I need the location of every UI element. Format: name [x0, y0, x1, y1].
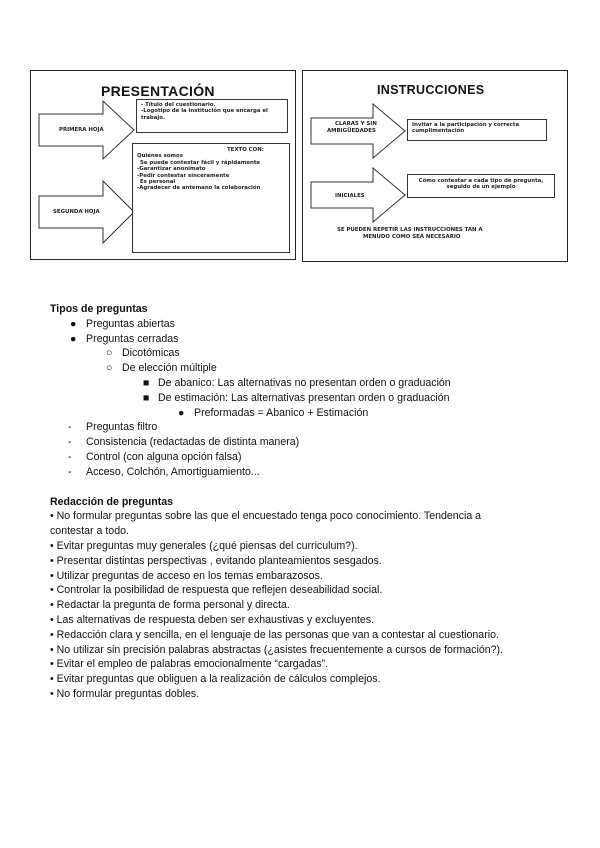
bullet-marker: ●	[70, 332, 77, 345]
list-item	[50, 465, 570, 480]
arrow-segunda-hoja-label: SEGUNDA HOJA	[53, 209, 100, 215]
bullet-marker: ○	[106, 347, 113, 360]
box-line: seguido de un ejemplo	[446, 184, 516, 191]
list-item-text: De abanico: Las alternativas no presentan orden o graduación	[158, 376, 451, 389]
instrucciones-footer-line: MENUDO COMO SEA NECESARIO	[363, 234, 461, 240]
paragraph-line: • Evitar el empleo de palabras emocionalmente “cargadas”.	[50, 658, 329, 671]
bullet-marker: ●	[70, 317, 77, 330]
slide-presentacion	[30, 70, 296, 260]
list-item	[50, 420, 570, 435]
slide-presentacion-title: PRESENTACIÓN	[101, 83, 215, 99]
presentacion-box-primera	[136, 99, 288, 133]
list-item-text: Preformadas = Abanico + Estimación	[194, 406, 369, 419]
bullet-marker: ■	[143, 376, 150, 389]
list-item-text: Preguntas abiertas	[86, 317, 175, 330]
paragraph-line: • No utilizar sin precisión palabras abstractas (¿asistes frecuentemente a cursos de formación?).	[50, 643, 503, 656]
box-line: Cómo contestar a cada tipo de pregunta,	[418, 178, 544, 184]
list-item-text: Preguntas filtro	[86, 421, 158, 434]
list-item	[50, 406, 570, 421]
list-item-text: Preguntas cerradas	[86, 332, 179, 345]
slide-instrucciones-title: INSTRUCCIONES	[377, 83, 485, 97]
instrucciones-box-claras	[407, 119, 547, 141]
instrucciones-footer-line: SE PUEDEN REPETIR LAS INSTRUCCIONES TAN A	[337, 227, 483, 233]
box-line: Quiénes somos	[137, 153, 183, 160]
box-heading: TEXTO CON:	[227, 147, 264, 153]
paragraph-line: • Evitar preguntas muy generales (¿qué piensas del curriculum?).	[50, 539, 358, 552]
arrow-claras-label-line: AMBIGÜEDADES	[327, 128, 376, 134]
box-line: -Agradecer de antemano la colaboración	[137, 185, 261, 192]
dash-marker: -	[68, 436, 72, 449]
paragraph-line: • Controlar la posibilidad de respuesta que reflejen deseabilidad social.	[50, 584, 383, 597]
dash-marker: -	[68, 421, 72, 434]
paragraph-line: • Utilizar preguntas de acceso en los temas embarazosos.	[50, 569, 323, 582]
box-line: cumplimentación	[412, 128, 465, 135]
list-item	[50, 435, 570, 450]
paragraph-line: • Presentar distintas perspectivas , evitando planteamientos sesgados.	[50, 554, 382, 567]
box-line: -Garantizar anonimato	[137, 166, 206, 173]
list-item	[50, 450, 570, 465]
arrow-claras-label-line: CLARAS Y SIN	[335, 121, 377, 127]
paragraph-line: • Redactar la pregunta de forma personal y directa.	[50, 599, 290, 612]
list-item-text: De elección múltiple	[122, 362, 217, 375]
list-item	[50, 391, 570, 406]
paragraph-line: • No formular preguntas dobles.	[50, 687, 200, 700]
document-body	[50, 302, 570, 702]
paragraph-line: • Redacción clara y sencilla, en el lenguaje de las personas que van a contestar al cuestionario.	[50, 628, 499, 641]
list-item	[50, 317, 570, 332]
paragraph-line: • Las alternativas de respuesta deben ser exhaustivas y excluyentes.	[50, 613, 375, 626]
box-line: Invitar a la participación y correcta	[412, 122, 520, 128]
list-item-text: Dicotómicas	[122, 347, 180, 360]
box-line: Se puede contestar fácil y rápidamente	[140, 159, 261, 166]
paragraph-line: • No formular preguntas sobre las que el encuestado tenga poco conocimiento. Tendencia a	[50, 510, 482, 523]
paragraph-line: • Evitar preguntas que obliguen a la realización de cálculos complejos.	[50, 673, 381, 686]
box-line: - Título del cuestionario.	[141, 102, 216, 108]
arrow-primera-hoja-label: PRIMERA HOJA	[59, 127, 104, 133]
slide-instrucciones	[302, 70, 568, 262]
list-item-text: De estimación: Las alternativas presentan orden o graduación	[158, 391, 450, 404]
paragraph-line: contestar a todo.	[50, 525, 129, 538]
box-line: trabajo.	[141, 114, 165, 121]
box-line: -Pedir contestar sinceramente	[137, 172, 230, 179]
bullet-marker: ■	[143, 391, 150, 404]
list-item	[50, 376, 570, 391]
list-item-text: Acceso, Colchón, Amortiguamiento...	[86, 465, 260, 478]
arrow-iniciales-label: INICIALES	[335, 193, 365, 199]
bullet-marker: ○	[106, 362, 113, 375]
bullet-marker: ●	[178, 406, 185, 419]
presentacion-box-segunda	[132, 143, 290, 253]
dash-marker: -	[68, 465, 72, 478]
list-item-text: Control (con alguna opción falsa)	[86, 450, 242, 463]
list-item	[50, 332, 570, 347]
list-item	[50, 361, 570, 376]
dash-marker: -	[68, 450, 72, 463]
list-item	[50, 346, 570, 361]
box-line: -Logotipo de la institución que encarga el	[141, 108, 268, 115]
list-item-text: Consistencia (redactadas de distinta manera)	[86, 436, 300, 449]
redaccion-heading: Redacción de preguntas	[50, 495, 174, 508]
box-line: Es personal	[140, 179, 176, 186]
instrucciones-box-iniciales	[407, 174, 555, 198]
tipos-heading: Tipos de preguntas	[50, 303, 148, 315]
